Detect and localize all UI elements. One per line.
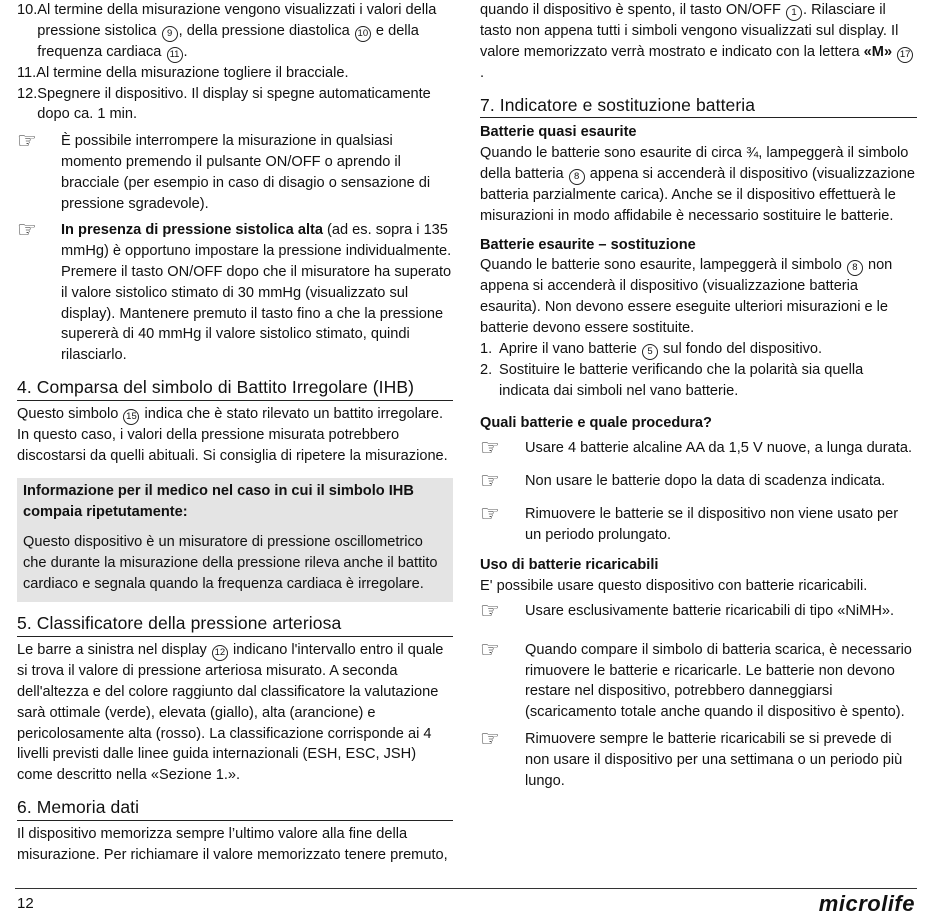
info-box-text: Questo dispositivo è un misuratore di pressione oscillometrico che durante la misurazione della pressione rileva anche il battito cardiaco e segnala quando la frequenza cardiaca è irregolare. — [23, 533, 438, 592]
paragraph: Il dispositivo memorizza sempre l’ultimo valore alla fine della misurazione. Per richiamare il valore memorizzato tenere premuto, — [17, 825, 448, 863]
note-expiry: ☞ Non usare le batterie dopo la data di scadenza indicata. — [480, 467, 886, 493]
callout-17: 17 — [897, 47, 913, 63]
pointing-hand-icon: ☞ — [17, 128, 37, 154]
subheading: Quali batterie e quale procedura? — [480, 415, 712, 432]
callout-8: 8 — [569, 169, 585, 185]
list-item: 2. Sostituire le batterie verificando che la polarità sia quella indicata dai simboli nel vano batterie. — [480, 360, 917, 402]
section-heading-6: 6. Memoria dati — [17, 797, 453, 821]
note-battery-type: ☞ Usare 4 batterie alcaline AA da 1,5 V nuove, a lunga durata. — [480, 435, 912, 461]
subheading: Batterie quasi esaurite — [480, 124, 637, 141]
brand-logo: microlife — [818, 891, 915, 916]
right-column — [480, 0, 917, 791]
left-column — [17, 0, 453, 865]
pointing-hand-icon: ☞ — [480, 467, 500, 493]
section-heading-5: 5. Classificatore della pressione arteriosa — [17, 613, 453, 637]
battery-steps — [480, 339, 917, 402]
pointing-hand-icon: ☞ — [480, 636, 500, 662]
paragraph: Questo simbolo 15 indica che è stato rilevato un battito irregolare. In questo caso, i valori della pressione misurata potrebbero discostarsi da quelli abituali. Si consiglia di ripetere la misurazione. — [17, 405, 448, 464]
callout-5: 5 — [642, 344, 658, 360]
list-item: 1. Aprire il vano batterie 5 sul fondo del dispositivo. — [480, 339, 917, 360]
callout-1: 1 — [786, 5, 802, 21]
list-item: 11. Al termine della misurazione togliere il bracciale. — [17, 63, 453, 84]
paragraph: quando il dispositivo è spento, il tasto ON/OFF 1 . Rilasciare il tasto non appena tutti i simboli vengono visualizzati sul display. Il valore memorizzato verrà mostrato e indicato con la lettera «M» 17. — [480, 0, 917, 84]
section-heading-7: 7. Indicatore e sostituzione batteria — [480, 95, 917, 119]
callout-8: 8 — [847, 260, 863, 276]
pointing-hand-icon: ☞ — [480, 725, 500, 751]
callout-11: 11 — [167, 47, 183, 63]
memory-letter: «M» — [863, 43, 893, 60]
list-number: 2. — [480, 361, 493, 378]
steps-list — [17, 0, 453, 125]
list-item: 10. Al termine della misurazione vengono visualizzati i valori della pressione sistolica 9 , della pressione diastolica 10 e della frequenza cardiaca 11 . — [17, 0, 453, 63]
list-number: 10. — [17, 2, 38, 18]
note-high-pressure: ☞ In presenza di pressione sistolica alta (ad es. sopra i 135 mmHg) è opportuno impostare la pressione individualmente. Premere il tasto ON/OFF dopo che il misuratore ha superato il valore sistolico stimato di 30 mmHg (visualizzato sul display). Mantenere premuto il tasto fino a che la pressione supererà di 40 mmHg il valore sistolico stimato, quindi rilasciarlo. — [17, 220, 453, 366]
note-nimh: ☞ Usare esclusivamente batterie ricaricabili di tipo «NiMH». — [480, 597, 895, 623]
note-remove: ☞ Rimuovere le batterie se il dispositivo non viene usato per un periodo prolungato. — [480, 504, 917, 546]
paragraph: Quando le batterie sono esaurite, lampeggerà il simbolo 8 non appena si accenderà il dispositivo (visualizzazione batteria esaurita). Non devono essere eseguite ulteriori misurazioni e le batterie devono essere sostituite. — [480, 257, 893, 336]
pointing-hand-icon: ☞ — [480, 597, 500, 623]
page-number: 12 — [17, 895, 34, 912]
section-heading-4: 4. Comparsa del simbolo di Battito Irregolare (IHB) — [17, 377, 453, 401]
list-number: 11. — [17, 64, 37, 81]
note-remove-rechargeable: ☞ Rimuovere sempre le batterie ricaricabili se si prevede di non usare il dispositivo per una settimana o un periodo più lungo. — [480, 729, 917, 791]
pointing-hand-icon: ☞ — [480, 435, 500, 461]
callout-10: 10 — [355, 26, 371, 42]
list-number: 1. — [480, 340, 493, 357]
note-low-battery: ☞ Quando compare il simbolo di batteria scarica, è necessario rimuovere le batterie e ricaricarle. Le batterie non devono restare nel dispositivo, potrebbero danneggiarsi (scaricamento totale anche quando il dispositivo è spento). — [480, 640, 917, 723]
page-footer — [15, 888, 917, 917]
callout-15: 15 — [123, 409, 139, 425]
subheading: Batterie esaurite – sostituzione — [480, 236, 696, 253]
list-item: 12. Spegnere il dispositivo. Il display si spegne automaticamente dopo ca. 1 min. — [17, 84, 453, 126]
pointing-hand-icon: ☞ — [17, 217, 37, 243]
doctor-info-box — [17, 478, 453, 602]
pointing-hand-icon: ☞ — [480, 500, 500, 526]
paragraph: Le barre a sinistra nel display 12 indicano l'intervallo entro il quale si trova il valore di pressione arteriosa misurato. A seconda dell'altezza e del colore raggiunto dal classificatore la valutazione sarà ottimale (verde), elevata (giallo), alta (arancione) e pericolosamente alta (rosso). La classificazione corrisponde ai 4 livelli previsti dalle linee guida internazionali (ESH, ESC, JSH) come descritto nella «Sezione 1.». — [17, 642, 444, 784]
paragraph: E' possibile usare questo dispositivo con batterie ricaricabili. — [480, 578, 868, 595]
list-number: 12. — [17, 85, 38, 102]
info-box-title: Informazione per il medico nel caso in cui il simbolo IHB compaia ripetutamente: — [23, 483, 414, 521]
note-interrupt: ☞ È possibile interrompere la misurazione in qualsiasi momento premendo il pulsante ON/OFF o aprendo il bracciale (per esempio in caso di disagio o sensazione di pressione sgradevole). — [17, 131, 453, 214]
paragraph: Quando le batterie sono esaurite di circa ¾, lampeggerà il simbolo della batteria 8 appena si accenderà il dispositivo (visualizzazione batteria parzialmente carica). Anche se il dispositivo effettuerà le misurazioni in modo affidabile è necessario sostituire le batterie. — [480, 145, 915, 224]
callout-12: 12 — [212, 645, 228, 661]
callout-9: 9 — [162, 26, 178, 42]
subheading: Uso di batterie ricaricabili — [480, 557, 659, 574]
